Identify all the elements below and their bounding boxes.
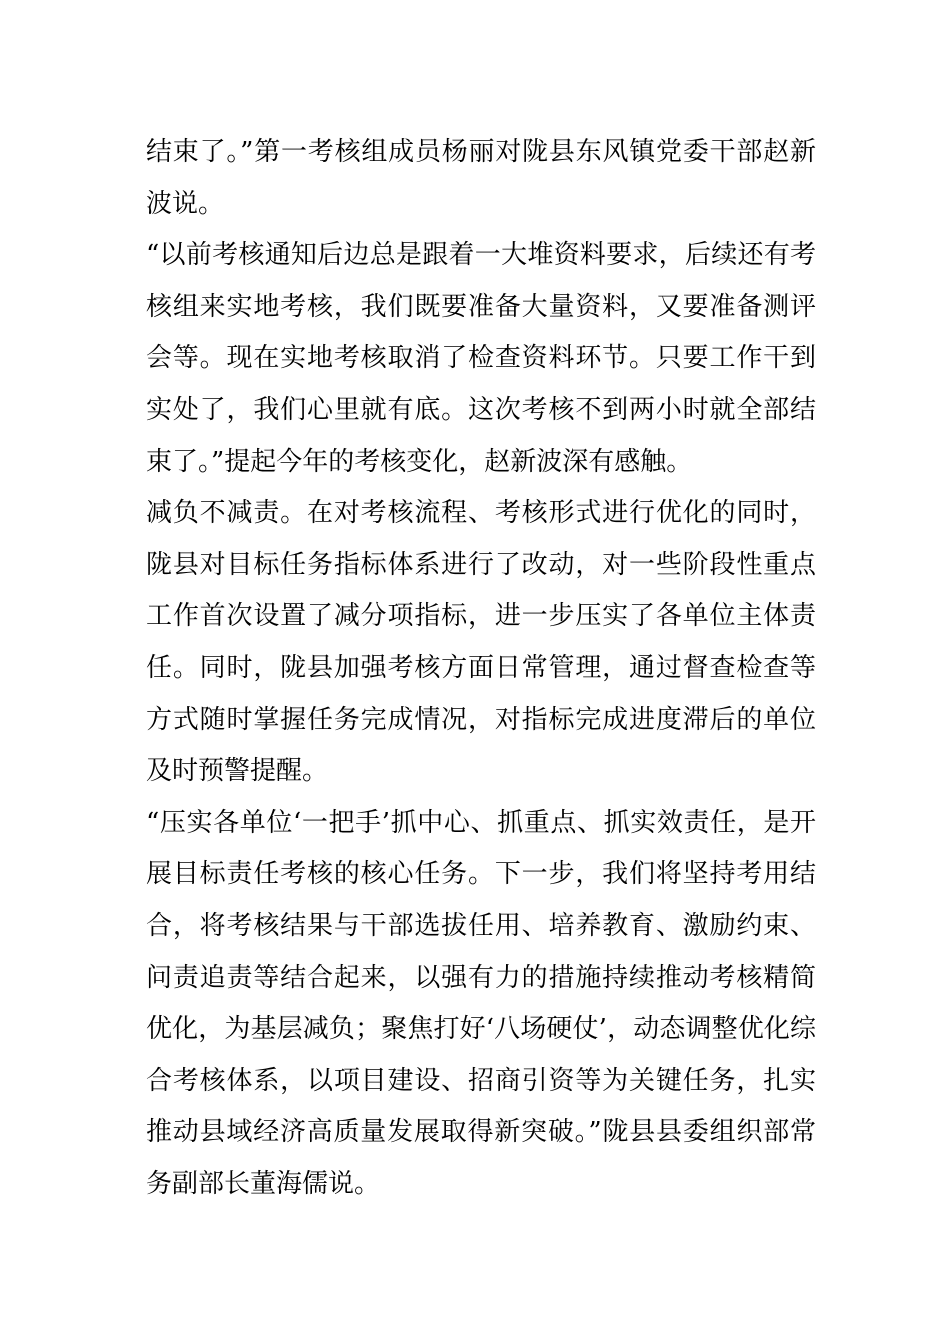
paragraph-2: “以前考核通知后边总是跟着一大堆资料要求，后续还有考核组来实地考核，我们既要准备大量资料，又要准备测评会等。现在实地考核取消了检查资料环节。只要工作干到实处了，我们心里就有底。这次考核不到两小时就全部结束了。”提起今年的考核变化，赵新波深有感触。 xyxy=(146,240,816,477)
paragraph-4: “压实各单位‘一把手’抓中心、抓重点、抓实效责任，是开展目标责任考核的核心任务。下一步，我们将坚持考用结合，将考核结果与干部选拔任用、培养教育、激励约束、问责追责等结合起来，以强有力的措施持续推动考核精简优化，为基层减负；聚焦打好‘八场硬仗’，动态调整优化综合考核体系，以项目建设、招商引资等为关键任务，扎实推动县域经济高质量发展取得新突破。”陇县县委组织部常务副部长董海儒说。 xyxy=(146,807,816,1199)
body-text xyxy=(146,127,816,1210)
paragraph-3: 减负不减责。在对考核流程、考核形式进行优化的同时，陇县对目标任务指标体系进行了改动，对一些阶段性重点工作首次设置了减分项指标，进一步压实了各单位主体责任。同时，陇县加强考核方面日常管理，通过督查检查等方式随时掌握任务完成情况，对指标完成进度滞后的单位及时预警提醒。 xyxy=(146,498,816,787)
paragraph-1: 结束了。”第一考核组成员杨丽对陇县东风镇党委干部赵新波说。 xyxy=(146,137,816,219)
